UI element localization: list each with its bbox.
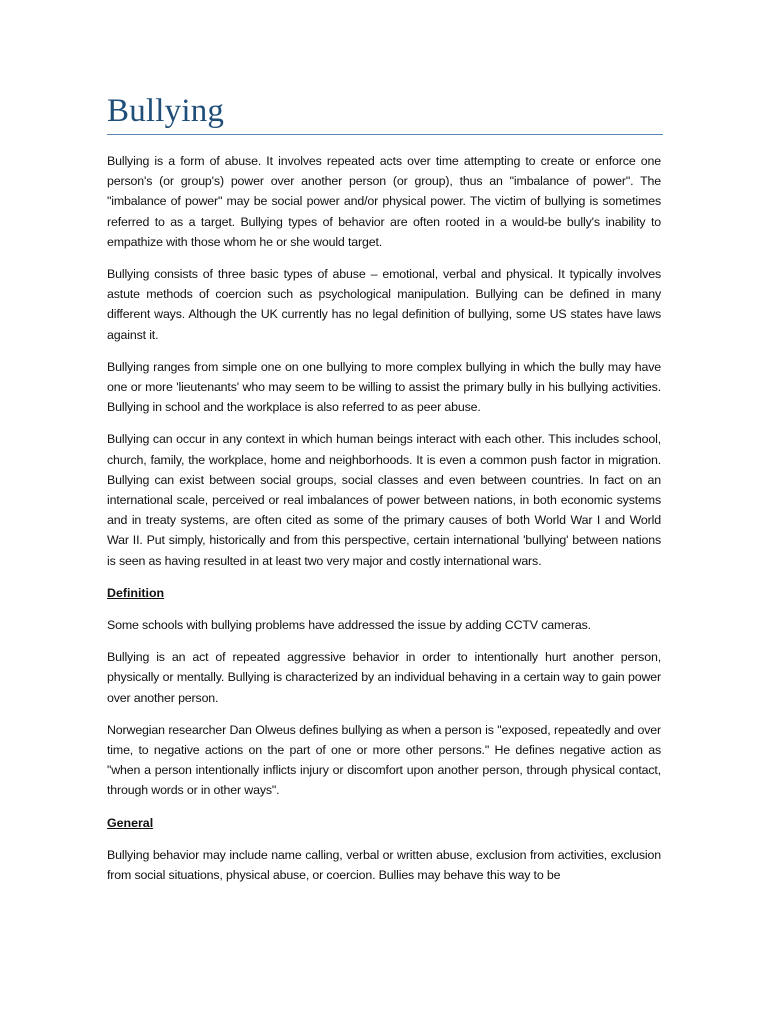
- heading-definition: Definition: [107, 585, 165, 600]
- paragraph-bullying-behavior: Bullying behavior may include name calling, verbal or written abuse, exclusion from activities, exclusion from social situations, physical abuse, or coercion. Bullies may behave this way to be: [107, 847, 661, 883]
- paragraph-types-of-abuse: Bullying consists of three basic types of abuse – emotional, verbal and physical. It typically involves astute methods of coercion such as psychological manipulation. Bullying can be defined in many different ways. Although the UK currently has no legal definition of bullying, some US states have laws against it.: [107, 267, 661, 342]
- paragraph-bullying-ranges: Bullying ranges from simple one on one bullying to more complex bullying in which the bully may have one or more 'lieutenants' who may seem to be willing to assist the primary bully in his bullying activities. Bullying in school and the workplace is also referred to as peer abuse.: [107, 359, 661, 415]
- document-title: Bullying: [107, 93, 225, 129]
- paragraph-aggressive-behavior: Bullying is an act of repeated aggressive behavior in order to intentionally hurt another person, physically or mentally. Bullying is characterized by an individual behaving in a certain way to gain power over another person.: [107, 650, 661, 705]
- paragraph-context: Bullying can occur in any context in which human beings interact with each other. This includes school, church, family, the workplace, home and neighborhoods. It is even a common push factor in migration. Bullying can exist between social groups, social classes and even between countries. In fact on an international scale, perceived or real imbalances of power between nations, in both economic systems and in treaty systems, are often cited as some of the primary causes of both World War I and World War II. Put simply, historically and from this perspective, certain international 'bullying' between nations is seen as having resulted in at least two very major and costly international wars.: [107, 432, 661, 568]
- paragraph-cctv: Some schools with bullying problems have addressed the issue by adding CCTV cameras.: [107, 618, 591, 633]
- paragraph-intro: Bullying is a form of abuse. It involves repeated acts over time attempting to create or enforce one person's (or group's) power over another person (or group), thus an "imbalance of power". The "imbalance of power" may be social power and/or physical power. The victim of bullying is sometimes referred to as a target. Bullying types of behavior are often rooted in a would-be bully's inability to empathize with those whom he or she would target.: [107, 154, 661, 249]
- paragraph-olweus-definition: Norwegian researcher Dan Olweus defines bullying as when a person is "exposed, repeatedly and over time, to negative actions on the part of one or more other persons." He defines negative action as "when a person intentionally inflicts injury or discomfort upon another person, through physical contact, through words or in other ways".: [107, 722, 661, 798]
- title-underline-rule: [107, 134, 663, 135]
- document-content: [107, 92, 661, 897]
- heading-general: General: [107, 815, 154, 830]
